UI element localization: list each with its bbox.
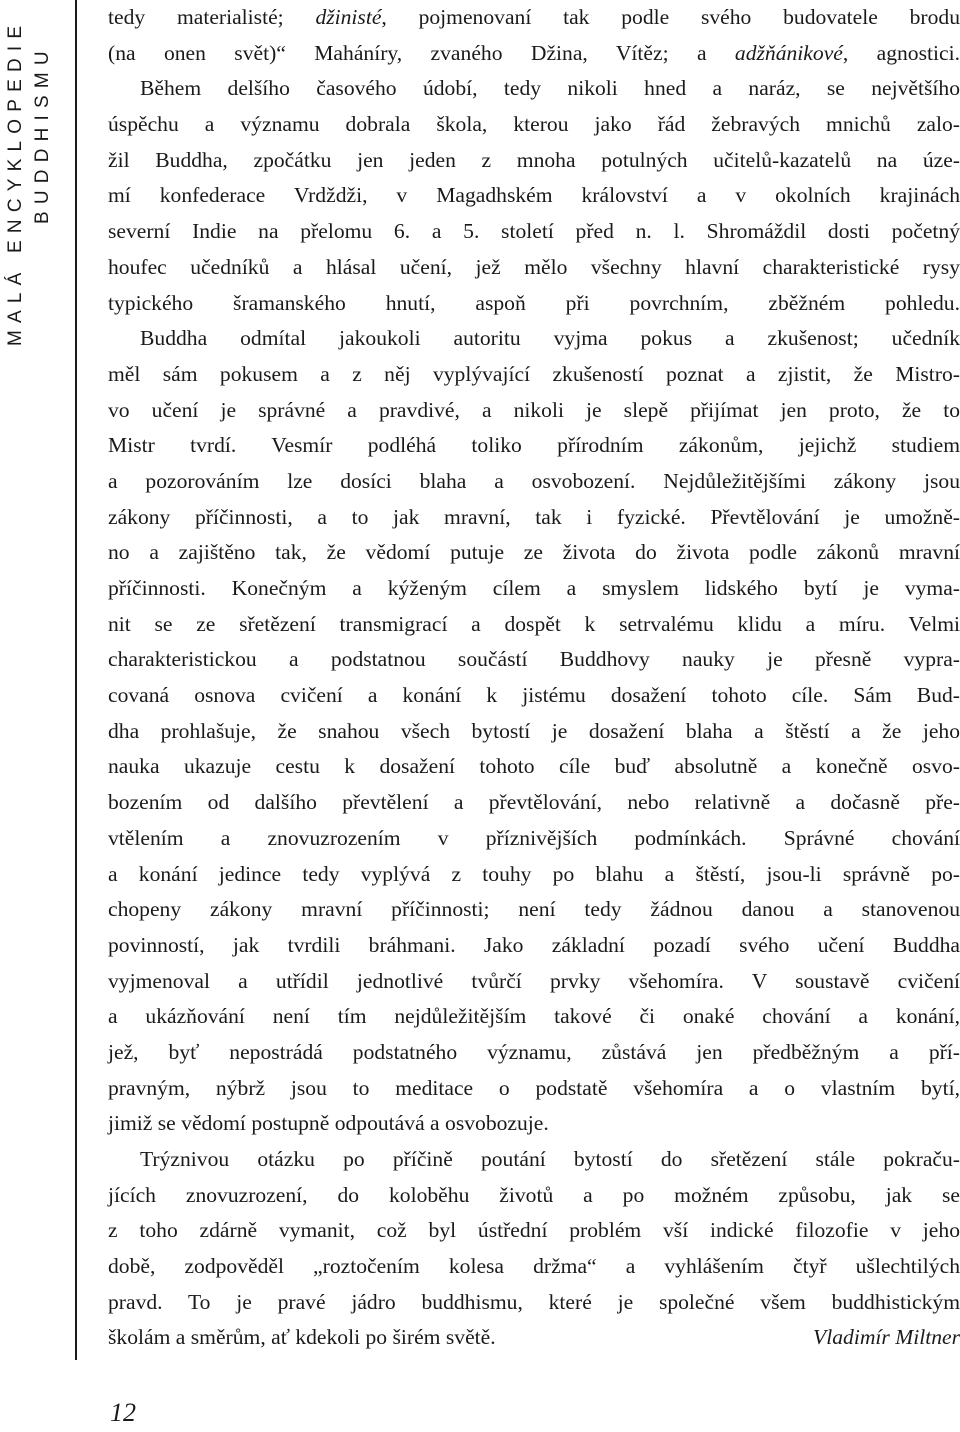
text-segment: , agnostici.: [842, 40, 960, 65]
text-line: bozením od dalšího převtělení a převtělování, nebo relativně a dočasně pře-: [108, 790, 960, 815]
text-line: Trýznivou otázku po příčině poutání bytostí do sřetězení stále pokraču-: [140, 1147, 960, 1171]
text-line: chopeny zákony mravní příčinnosti; není tedy žádnou danou a stanovenou: [108, 897, 960, 922]
running-head-subtitle: BUDDHISMU: [32, 44, 53, 224]
text-line: jež, byť nepostrádá podstatného významu, zůstává jen předběžným a pří-: [108, 1039, 960, 1064]
text-line: Mistr tvrdí. Vesmír podléhá toliko přírodním zákonům, jejichž studiem: [108, 433, 960, 458]
text-line: dha prohlašuje, že snahou všech bytostí je dosažení blaha a štěstí a že jeho: [108, 718, 960, 743]
text-line: době, zodpověděl „roztočením kolesa držma“ a vyhlášením čtyř ušlechtilých: [108, 1254, 960, 1279]
text-line: severní Indie na přelomu 6. a 5. století před n. l. Shromáždil dosti početný: [108, 219, 960, 244]
text-line: zákony příčinnosti, a to jak mravní, tak i fyzické. Převtělování je umožně-: [108, 504, 960, 529]
text-line: jících znovuzrození, do koloběhu životů a po možném způsobu, jak se: [108, 1182, 960, 1207]
text-line: měl sám pokusem a z něj vyplývající zkušeností poznat a zjistit, že Mistro-: [108, 361, 960, 386]
paragraph-2: [108, 1142, 960, 1356]
text-line: vo učení je správné a pravdivé, a nikoli je slepě přijímat jen proto, že to: [108, 397, 960, 422]
text-line: vtělením a znovuzrozením v příznivějších podmínkách. Správné chování: [108, 825, 960, 850]
text-line: vyjmenoval a utřídil jednotlivé tvůrčí prvky všehomíra. V soustavě cvičení: [108, 968, 960, 993]
text-line: Buddha odmítal jakoukoli autoritu vyjma pokus a zkušenost; učedník: [140, 326, 960, 351]
text-line: a konání jedince tedy vyplývá z touhy po blahu a štěstí, jsou-li správně po-: [108, 861, 960, 886]
author-signature: Vladimír Miltner: [813, 1325, 960, 1350]
text-line: [108, 36, 960, 72]
text-line: a ukázňování není tím nejdůležitějším takové či onaké chování a konání,: [108, 1004, 960, 1029]
paragraph-1: [108, 0, 960, 1142]
text-line: mí konfederace Vrdždži, v Magadhském království a v okolních krajinách: [108, 183, 960, 208]
text-line: příčinnosti. Konečným a kýženým cílem a smyslem lidského bytí je vyma-: [108, 576, 960, 600]
text-line: no a zajištěno tak, že vědomí putuje ze života do života podle zákonů mravní: [108, 540, 960, 565]
italic-term: adžňánikové: [734, 40, 843, 65]
margin-rule: [75, 0, 77, 1360]
body-text: [108, 0, 960, 1356]
text-line: houfec učedníků a hlásal učení, jež mělo všechny hlavní charakteristické rysy: [108, 254, 960, 279]
running-head-title: MALÁ ENCYKLOPEDIE: [5, 18, 26, 346]
text-segment: tedy materialisté;: [108, 5, 316, 29]
text-line: covaná osnova cvičení a konání k jistému dosažení tohoto cíle. Sám Bud-: [108, 683, 960, 708]
text-line: nauka ukazuje cestu k dosažení tohoto cíle buď absolutně a konečně osvo-: [108, 754, 960, 779]
text-segment: školám a směrům, ať kdekoli po širém světě.: [108, 1325, 496, 1350]
text-line: [108, 1320, 960, 1356]
text-line: typického šramanského hnutí, aspoň při povrchním, zběžném pohledu.: [108, 290, 960, 315]
text-segment: (na onen svět)“ Maháníry, zvaného Džina, Vítěz; a: [108, 40, 735, 65]
text-line: Během delšího časového údobí, tedy nikoli hned a naráz, se největšího: [140, 76, 960, 101]
text-line: [108, 0, 960, 36]
text-line: jimiž se vědomí postupně odpoutává a osvobozuje.: [108, 1111, 549, 1136]
text-line: žil Buddha, zpočátku jen jeden z mnoha potulných učitelů-kazatelů na úze-: [108, 147, 960, 172]
text-line: povinností, jak tvrdili bráhmani. Jako základní pozadí svého učení Buddha: [108, 932, 960, 957]
text-line: z toho zdárně vymanit, což byl ústřední problém vší indické filozofie v jeho: [108, 1218, 960, 1243]
text-line: úspěchu a významu dobrala škola, kterou jako řád žebravých mnichů zalo-: [108, 112, 960, 137]
text-line: a pozorováním lze dosíci blaha a osvobození. Nejdůležitějšími zákony jsou: [108, 468, 960, 493]
text-line: pravným, nýbrž jsou to meditace o podstatě všehomíra a o vlastním bytí,: [108, 1075, 960, 1100]
text-line: nit se ze sřetězení transmigrací a dospět k setrvalému klidu a míru. Velmi: [108, 611, 960, 636]
text-line: pravd. To je pravé jádro buddhismu, které je společné všem buddhistickým: [108, 1289, 960, 1314]
text-line: charakteristickou a podstatnou součástí Buddhovy nauky je přesně vypra-: [108, 647, 960, 672]
text-segment: , pojmenovaní tak podle svého budovatele brodu: [381, 5, 960, 29]
running-head: [0, 0, 64, 350]
italic-term: džinisté: [315, 5, 382, 29]
page-number: 12: [110, 1398, 136, 1427]
